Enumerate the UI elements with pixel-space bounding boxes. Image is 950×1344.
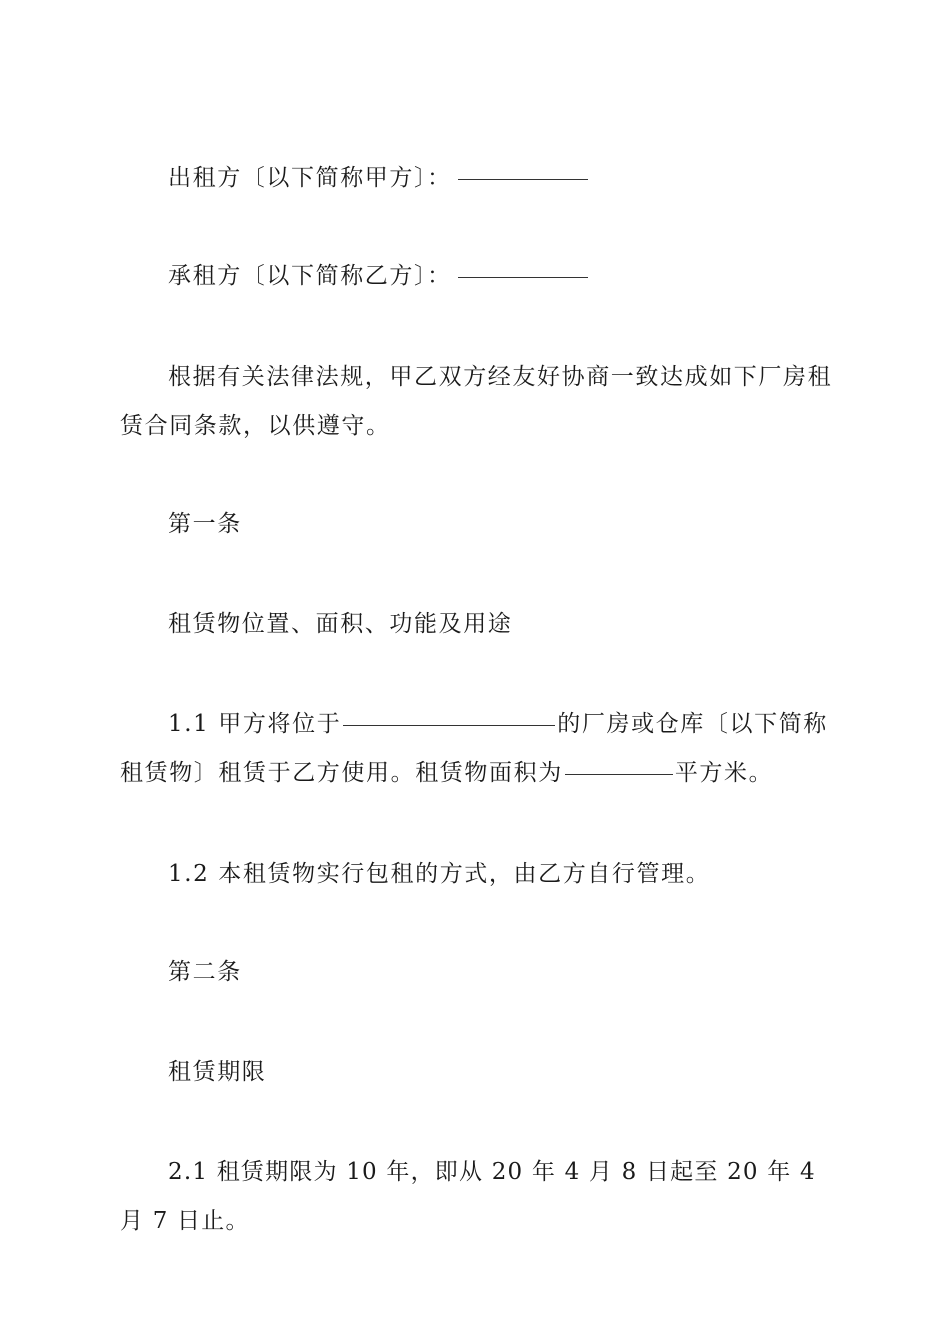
article2-heading: 第二条 [168,959,242,985]
lessee-label: 承租方〔以下简称乙方〕： [168,263,452,289]
clause-1-1-part3: 平方米。 [674,760,774,786]
article1-heading: 第一条 [168,511,242,537]
lessee-line [120,252,836,301]
lessor-line [120,154,836,203]
article1-title: 租赁物位置、面积、功能及用途 [168,611,513,637]
lessee-blank [458,276,588,278]
preamble-paragraph: 根据有关法律法规，甲乙双方经友好协商一致达成如下厂房租赁合同条款，以供遵守。 [120,364,833,439]
article2-title: 租赁期限 [168,1059,267,1085]
lessor-label: 出租方〔以下简称甲方〕： [168,165,452,191]
clause-1-1-part1: 1.1 甲方将位于 [168,711,342,737]
clause-1-2: 1.2 本租赁物实行包租的方式，由乙方自行管理。 [168,861,711,887]
location-blank [343,724,555,726]
area-blank [565,773,673,775]
clause-1-1 [120,700,836,798]
lessor-blank [458,178,588,180]
clause-1-1-part2: 的厂房或仓库〔以下简称租赁物〕租赁于乙方使用。租赁物面积为 [120,711,828,786]
clause-2-1: 2.1 租赁期限为 10 年，即从 20 年 4 月 8 日起至 20 年 4 月 7 日止。 [120,1159,816,1234]
